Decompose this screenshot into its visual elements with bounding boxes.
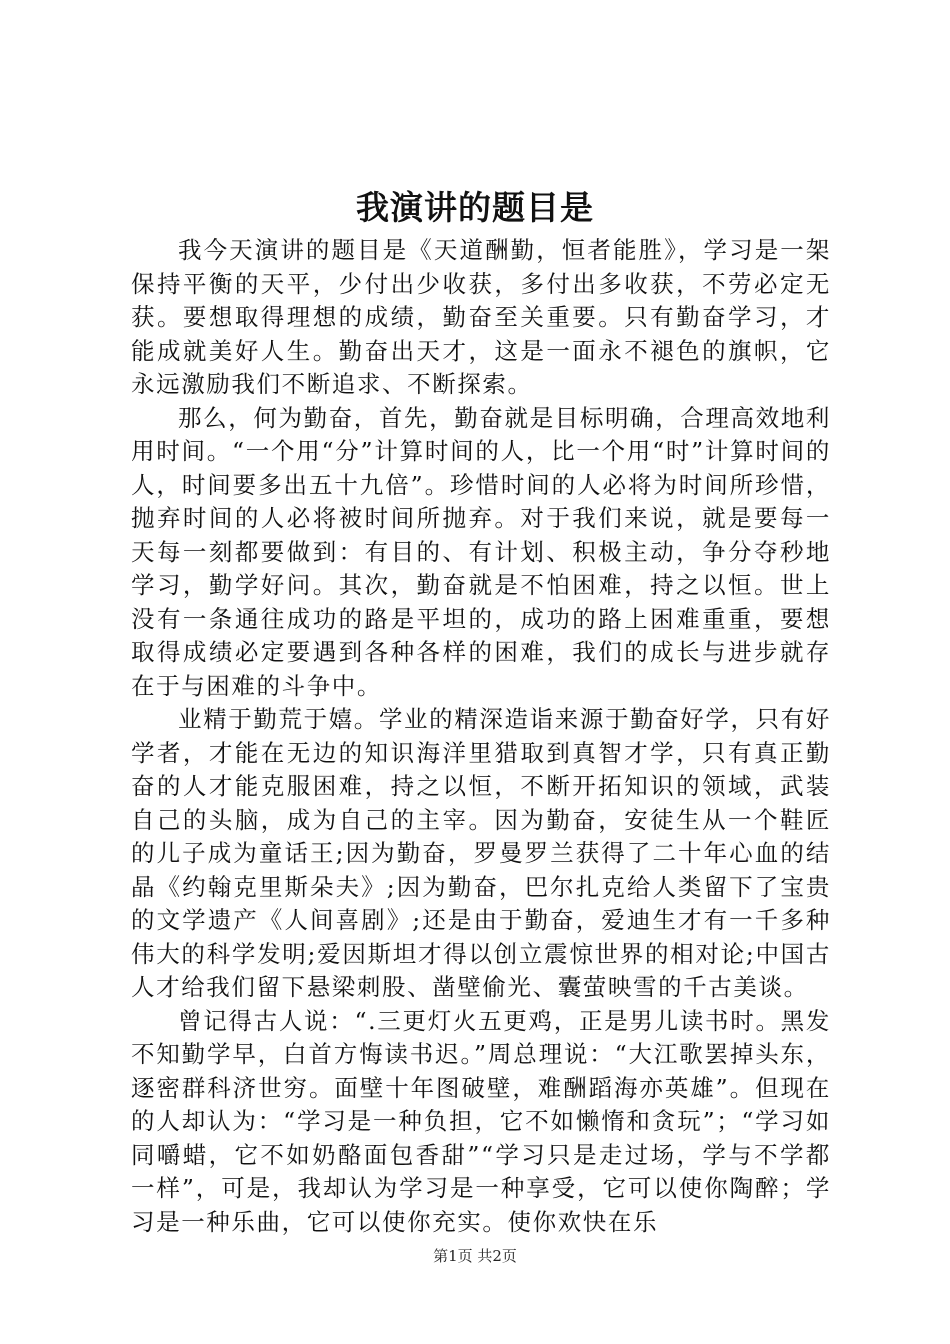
paragraph: 我今天演讲的题目是《天道酬勤，恒者能胜》，学习是一架保持平衡的天平，少付出少收获，多付出多收获，不劳必定无获。要想取得理想的成绩，勤奋至关重要。只有勤奋学习，才能成就美好人生。勤奋出天才，这是一面永不褪色的旗帜，它永远激励我们不断追求、不断探索。 (131, 236, 831, 398)
paragraph: 那么，何为勤奋，首先，勤奋就是目标明确，合理高效地利用时间。“一个用“分”计算时间的人，比一个用“时”计算时间的人，时间要多出五十九倍”。珍惜时间的人必将为时间所珍惜，抛弃时间的人必将被时间所抛弃。对于我们来说，就是要每一天每一刻都要做到：有目的、有计划、积极主动，争分夺秒地学习，勤学好问。其次，勤奋就是不怕困难，持之以恒。世上没有一条通往成功的路是平坦的，成功的路上困难重重，要想取得成绩必定要遇到各种各样的困难，我们的成长与进步就存在于与困难的斗争中。 (131, 403, 831, 700)
paragraph: 业精于勤荒于嬉。学业的精深造诣来源于勤奋好学，只有好学者，才能在无边的知识海洋里猎取到真智才学，只有真正勤奋的人才能克服困难，持之以恒，不断开拓知识的领域，武装自己的头脑，成为自己的主宰。因为勤奋，安徒生从一个鞋匠的儿子成为童话王;因为勤奋，罗曼罗兰获得了二十年心血的结晶《约翰克里斯朵夫》;因为勤奋，巴尔扎克给人类留下了宝贵的文学遗产《人间喜剧》;还是由于勤奋，爱迪生才有一千多种伟大的科学发明;爱因斯坦才得以创立震惊世界的相对论;中国古人才给我们留下悬梁刺股、凿壁偷光、囊萤映雪的千古美谈。 (131, 705, 831, 1001)
paragraph: 曾记得古人说：“.三更灯火五更鸡，正是男儿读书时。黑发不知勤学早，白首方悔读书迟。”周总理说：“大江歌罢掉头东，逐密群科济世穷。面壁十年图破壁，难酬蹈海亦英雄”。但现在的人却认为：“学习是一种负担，它不如懒惰和贪玩”；“学习如同嚼蜡，它不如奶酪面包香甜”“学习只是走过场，学与不学都一样”，可是，我却认为学习是一种享受，它可以使你陶醉；学习是一种乐曲，它可以使你充实。使你欢快在乐 (131, 1006, 831, 1236)
page-number-footer: 第1页 共2页 (433, 1247, 517, 1265)
document-title: 我演讲的题目是 (356, 188, 594, 227)
document-body (131, 234, 831, 1239)
